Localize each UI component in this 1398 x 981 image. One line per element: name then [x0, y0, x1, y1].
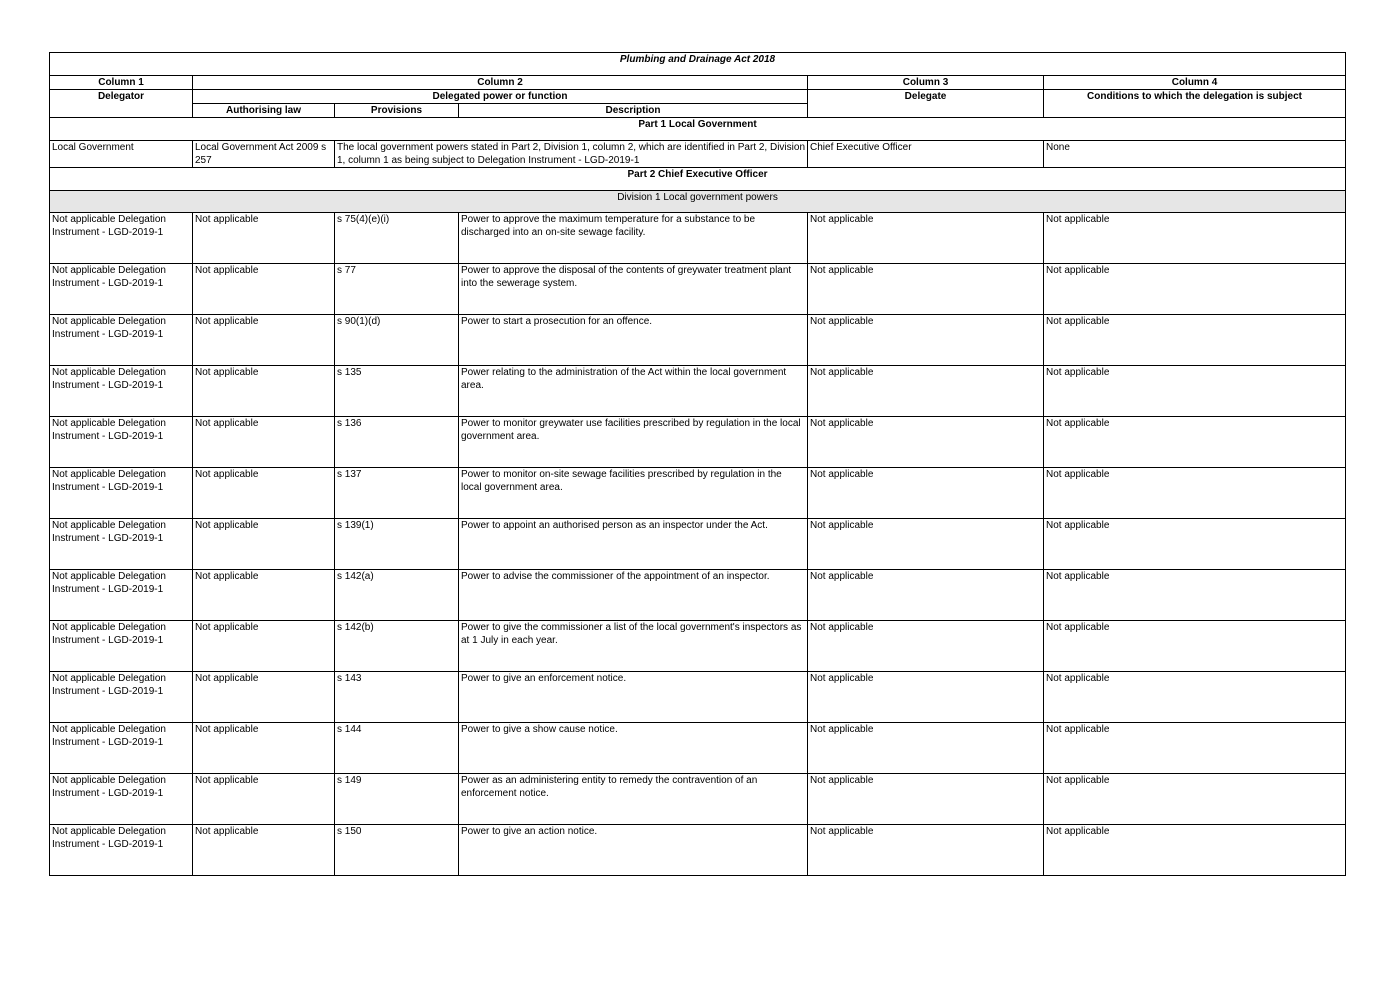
- delegate-cell: Not applicable: [808, 264, 1044, 315]
- authorising-law-cell: Local Government Act 2009 s 257: [193, 141, 335, 168]
- delegate-cell: Not applicable: [808, 519, 1044, 570]
- delegate-cell: Not applicable: [808, 723, 1044, 774]
- conditions-cell: Not applicable: [1044, 519, 1346, 570]
- delegate-cell: Not applicable: [808, 672, 1044, 723]
- description-cell: Power relating to the administration of the Act within the local government area.: [459, 366, 808, 417]
- table-row: [50, 570, 1346, 621]
- conditions-cell: Not applicable: [1044, 417, 1346, 468]
- delegate-cell: Not applicable: [808, 213, 1044, 264]
- authorising-law-cell: Not applicable: [193, 774, 335, 825]
- part-2-heading: Part 2 Chief Executive Officer: [50, 168, 1346, 191]
- conditions-cell: Not applicable: [1044, 213, 1346, 264]
- column-1-header: Column 1: [50, 76, 193, 90]
- provisions-cell: s 139(1): [335, 519, 459, 570]
- description-cell: Power to monitor on-site sewage facilities prescribed by regulation in the local government area.: [459, 468, 808, 519]
- authorising-law-cell: Not applicable: [193, 723, 335, 774]
- description-cell: The local government powers stated in Part 2, Division 1, column 2, which are identified in Part 2, Division 1, column 1 as being subject to Delegation Instrument - LGD-2019-1: [335, 141, 808, 168]
- conditions-cell: Not applicable: [1044, 723, 1346, 774]
- conditions-cell: Not applicable: [1044, 315, 1346, 366]
- table-row: [50, 723, 1346, 774]
- table-row: [50, 519, 1346, 570]
- delegate-cell: Not applicable: [808, 468, 1044, 519]
- delegator-cell: Not applicable Delegation Instrument - LGD-2019-1: [50, 468, 193, 519]
- delegate-cell: Not applicable: [808, 366, 1044, 417]
- authorising-law-cell: Not applicable: [193, 315, 335, 366]
- provisions-cell: s 143: [335, 672, 459, 723]
- table-row: [50, 825, 1346, 876]
- delegate-cell: Not applicable: [808, 315, 1044, 366]
- table-row: [50, 366, 1346, 417]
- conditions-cell: Not applicable: [1044, 468, 1346, 519]
- table-row: [50, 468, 1346, 519]
- description-cell: Power to monitor greywater use facilities prescribed by regulation in the local government area.: [459, 417, 808, 468]
- provisions-cell: s 142(b): [335, 621, 459, 672]
- authorising-law-cell: Not applicable: [193, 213, 335, 264]
- delegator-cell: Not applicable Delegation Instrument - LGD-2019-1: [50, 825, 193, 876]
- column-2-header: Column 2: [193, 76, 808, 90]
- authorising-law-cell: Not applicable: [193, 672, 335, 723]
- authorising-law-cell: Not applicable: [193, 519, 335, 570]
- table-title: Plumbing and Drainage Act 2018: [50, 53, 1346, 76]
- conditions-cell: Not applicable: [1044, 264, 1346, 315]
- delegator-cell: Local Government: [50, 141, 193, 168]
- conditions-cell: Not applicable: [1044, 672, 1346, 723]
- description-cell: Power to give a show cause notice.: [459, 723, 808, 774]
- delegator-header: Delegator: [50, 90, 193, 118]
- provisions-cell: s 142(a): [335, 570, 459, 621]
- description-cell: Power to give the commissioner a list of the local government's inspectors as at 1 July in each year.: [459, 621, 808, 672]
- provisions-cell: s 144: [335, 723, 459, 774]
- conditions-cell: Not applicable: [1044, 570, 1346, 621]
- authorising-law-cell: Not applicable: [193, 825, 335, 876]
- table-row: [50, 774, 1346, 825]
- delegate-cell: Not applicable: [808, 417, 1044, 468]
- provisions-cell: s 90(1)(d): [335, 315, 459, 366]
- delegate-header: Delegate: [808, 90, 1044, 118]
- delegator-cell: Not applicable Delegation Instrument - LGD-2019-1: [50, 264, 193, 315]
- delegation-table: [49, 52, 1346, 876]
- table-row: [50, 417, 1346, 468]
- authorising-law-cell: Not applicable: [193, 366, 335, 417]
- table-row: [50, 672, 1346, 723]
- provisions-cell: s 77: [335, 264, 459, 315]
- description-cell: Power to approve the maximum temperature for a substance to be discharged into an on-site sewage facility.: [459, 213, 808, 264]
- delegate-cell: Chief Executive Officer: [808, 141, 1044, 168]
- description-cell: Power to appoint an authorised person as an inspector under the Act.: [459, 519, 808, 570]
- provisions-cell: s 150: [335, 825, 459, 876]
- delegator-cell: Not applicable Delegation Instrument - LGD-2019-1: [50, 213, 193, 264]
- conditions-cell: Not applicable: [1044, 366, 1346, 417]
- description-header: Description: [459, 104, 808, 118]
- provisions-cell: s 75(4)(e)(i): [335, 213, 459, 264]
- column-4-header: Column 4: [1044, 76, 1346, 90]
- authorising-law-cell: Not applicable: [193, 570, 335, 621]
- delegator-cell: Not applicable Delegation Instrument - LGD-2019-1: [50, 621, 193, 672]
- part-1-heading: Part 1 Local Government: [50, 118, 1346, 141]
- authorising-law-cell: Not applicable: [193, 621, 335, 672]
- delegate-cell: Not applicable: [808, 825, 1044, 876]
- column-3-header: Column 3: [808, 76, 1044, 90]
- delegate-cell: Not applicable: [808, 621, 1044, 672]
- authorising-law-cell: Not applicable: [193, 468, 335, 519]
- description-cell: Power to advise the commissioner of the appointment of an inspector.: [459, 570, 808, 621]
- conditions-cell: None: [1044, 141, 1346, 168]
- delegator-cell: Not applicable Delegation Instrument - LGD-2019-1: [50, 723, 193, 774]
- table-row: [50, 264, 1346, 315]
- description-cell: Power as an administering entity to remedy the contravention of an enforcement notice.: [459, 774, 808, 825]
- provisions-cell: s 136: [335, 417, 459, 468]
- provisions-cell: s 149: [335, 774, 459, 825]
- delegate-cell: Not applicable: [808, 570, 1044, 621]
- authorising-law-cell: Not applicable: [193, 417, 335, 468]
- delegator-cell: Not applicable Delegation Instrument - LGD-2019-1: [50, 672, 193, 723]
- delegator-cell: Not applicable Delegation Instrument - LGD-2019-1: [50, 570, 193, 621]
- conditions-cell: Not applicable: [1044, 774, 1346, 825]
- table-row: [50, 621, 1346, 672]
- table-body: [50, 53, 1346, 876]
- provisions-cell: s 135: [335, 366, 459, 417]
- description-cell: Power to approve the disposal of the contents of greywater treatment plant into the sewerage system.: [459, 264, 808, 315]
- description-cell: Power to start a prosecution for an offence.: [459, 315, 808, 366]
- description-cell: Power to give an action notice.: [459, 825, 808, 876]
- authorising-law-cell: Not applicable: [193, 264, 335, 315]
- delegator-cell: Not applicable Delegation Instrument - LGD-2019-1: [50, 519, 193, 570]
- conditions-cell: Not applicable: [1044, 825, 1346, 876]
- delegated-power-header: Delegated power or function: [193, 90, 808, 104]
- division-1-heading: Division 1 Local government powers: [50, 191, 1346, 213]
- table-row: [50, 141, 1346, 168]
- delegator-cell: Not applicable Delegation Instrument - LGD-2019-1: [50, 366, 193, 417]
- delegate-cell: Not applicable: [808, 774, 1044, 825]
- provisions-cell: s 137: [335, 468, 459, 519]
- description-cell: Power to give an enforcement notice.: [459, 672, 808, 723]
- provisions-header: Provisions: [335, 104, 459, 118]
- delegator-cell: Not applicable Delegation Instrument - LGD-2019-1: [50, 315, 193, 366]
- delegator-cell: Not applicable Delegation Instrument - LGD-2019-1: [50, 417, 193, 468]
- delegator-cell: Not applicable Delegation Instrument - LGD-2019-1: [50, 774, 193, 825]
- conditions-header: Conditions to which the delegation is subject: [1044, 90, 1346, 118]
- table-row: [50, 315, 1346, 366]
- table-row: [50, 213, 1346, 264]
- conditions-cell: Not applicable: [1044, 621, 1346, 672]
- authorising-law-header: Authorising law: [193, 104, 335, 118]
